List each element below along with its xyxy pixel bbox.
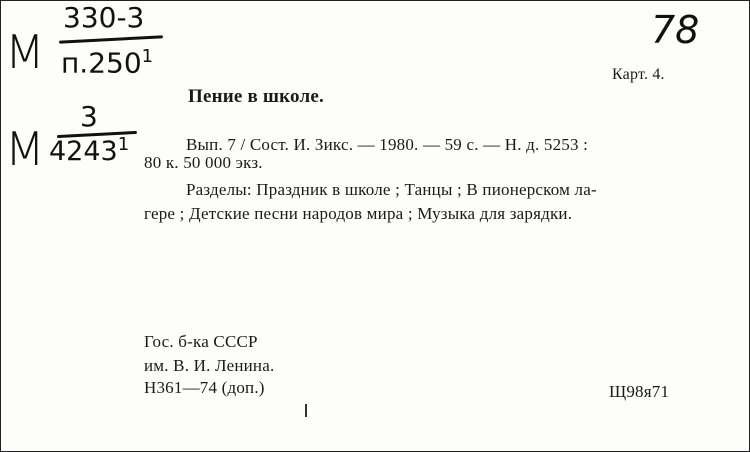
handwritten-call-letter-2: М — [5, 122, 45, 176]
handwritten-call-number-top-2: 3 — [80, 100, 98, 133]
handwritten-call-number-bottom-2 — [49, 136, 129, 165]
price-and-print-run: 80 к. 50 000 экз. — [144, 153, 263, 172]
handwritten-call-letter-1: М — [5, 25, 45, 79]
library-card-code: Н361—74 (доп.) — [144, 378, 265, 397]
book-title: Пение в школе. — [188, 86, 324, 107]
handwritten-fraction-line-1 — [59, 35, 163, 43]
library-name-line-1: Гос. б-ка СССР — [144, 332, 258, 351]
classification-code: Щ98я71 — [609, 382, 670, 401]
handwritten-card-number: 78 — [651, 8, 700, 52]
handwritten-call-bottom-1-text: п.250 — [61, 46, 142, 80]
handwritten-call-sup-2: 1 — [117, 134, 130, 155]
handwritten-call-bottom-2-text: 4243 — [49, 136, 118, 167]
card-count: Карт. 4. — [612, 66, 665, 83]
sections-line-2: гере ; Детские песни народов мира ; Музыка для зарядки. — [144, 204, 573, 223]
sections-line-1: Разделы: Праздник в школе ; Танцы ; В пионерском ла- — [186, 180, 597, 199]
handwritten-call-sup-1: 1 — [141, 46, 154, 67]
library-name-line-2: им. В. И. Ленина. — [144, 356, 275, 375]
handwritten-call-number-bottom-1 — [61, 46, 154, 80]
bibliographic-entry: Вып. 7 / Сост. И. Зикс. — 1980. — 59 с. — Н. д. 5253 : — [186, 135, 589, 154]
handwritten-call-number-top-1: 330-3 — [63, 1, 145, 34]
punch-mark — [305, 404, 307, 417]
